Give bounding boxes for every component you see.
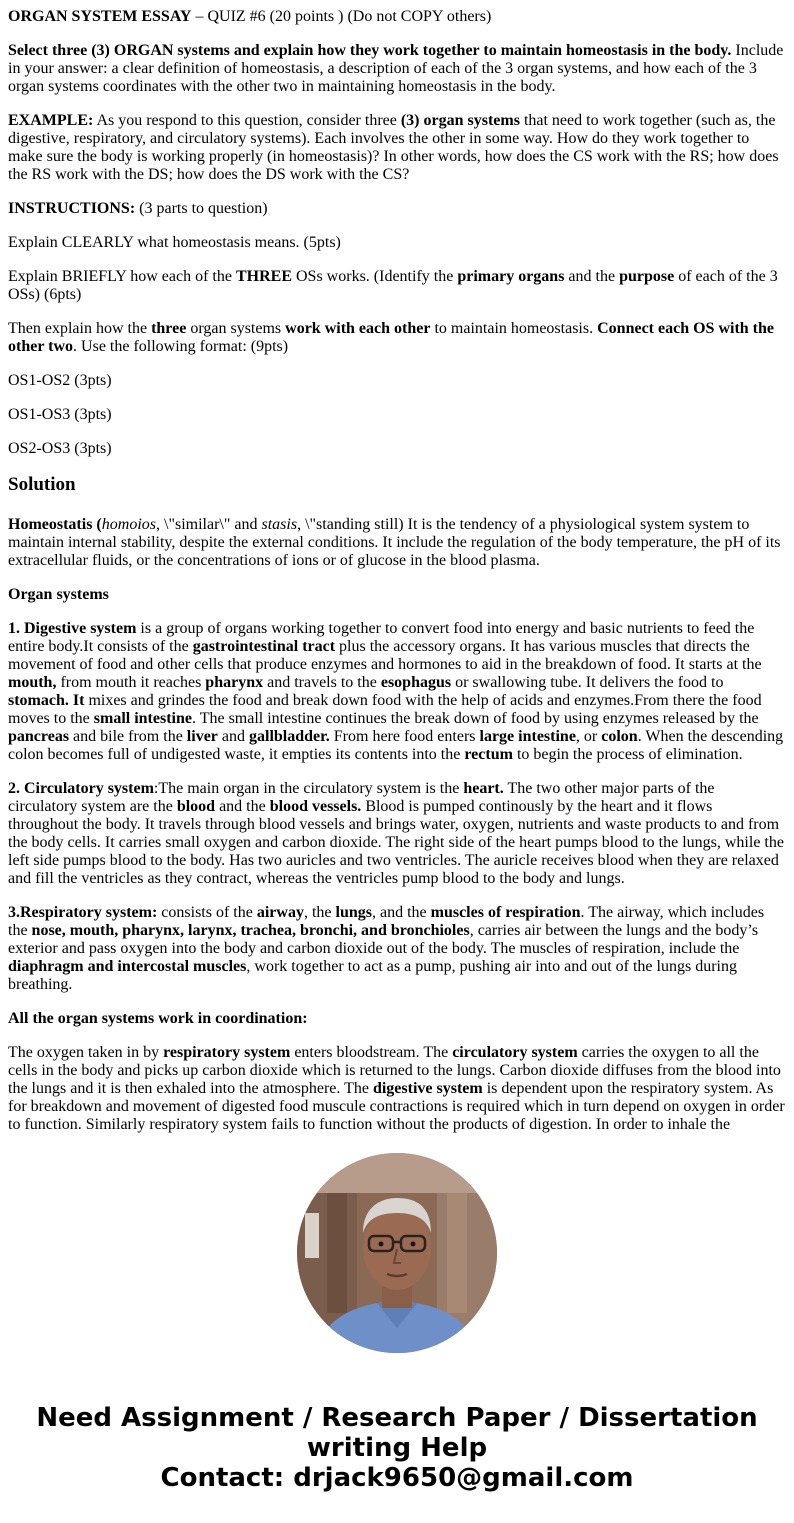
banner-line-1: Need Assignment / Research Paper / Dissertation — [36, 1403, 758, 1433]
instructions-paragraph: INSTRUCTIONS: (3 parts to question) — [8, 200, 268, 217]
author-avatar — [297, 1153, 497, 1353]
coordination-heading: All the organ systems work in coordination: — [8, 1010, 308, 1027]
instruction-part-3: Then explain how the three organ systems work with each other to maintain homeostasis. Connect each OS with the other two. Use the following format: (9pts) — [8, 320, 774, 355]
document-body — [8, 0, 785, 1133]
format-item: OS2-OS3 (3pts) — [8, 440, 112, 457]
format-item: OS1-OS2 (3pts) — [8, 372, 112, 389]
circulatory-system-paragraph: 2. Circulatory system:The main organ in the circulatory system is the heart. The two other major parts of the circulatory system are the blood and the blood vessels. Blood is pumped continously by the heart and it flows throughout the body. It travels through blood vessels and brings water, oxygen, nutrients and waste products to and from the body cells. It carries small oxygen and carbon dioxide. The right side of the heart pumps blood to the lungs, while the left side pumps blood to the body. Has two auricles and two ventricles. The auricle receives blood when they are relaxed and fill the ventricles as they contract, whereas the ventricles pump blood to the body and lungs. — [8, 780, 784, 887]
contact-banner — [0, 1403, 794, 1493]
quiz-title: ORGAN SYSTEM ESSAY – QUIZ #6 (20 points ) (Do not COPY others) — [8, 8, 492, 25]
respiratory-system-paragraph: 3.Respiratory system: consists of the airway, the lungs, and the muscles of respiration. The airway, which includes the nose, mouth, pharynx, larynx, trachea, bronchi, and bronchioles, carries air between the lungs and the body’s exterior and pass oxygen into the body and carbon dioxide out of the body. The muscles of respiration, include the diaphragm and intercostal muscles, work together to act as a pump, pushing air into and out of the lungs during breathing. — [8, 904, 765, 993]
instruction-part-1: Explain CLEARLY what homeostasis means. (5pts) — [8, 234, 341, 251]
homeostasis-definition: Homeostatis (homoios, \"similar\" and stasis, \"standing still) It is the tendency of a physiological system system to maintain internal stability, despite the external conditions. It include the regulation of the body temperature, the pH of its extracellular fluids, or the concentrations of ions or of glucose in the blood plasma. — [8, 516, 781, 569]
author-photo — [297, 1153, 497, 1353]
quiz-prompt: Select three (3) ORGAN systems and explain how they work together to maintain homeostasis in the body. Include in your answer: a clear definition of homeostasis, a description of each of the 3 organ systems, and how each of the 3 organ systems coordinates with the other two in maintaining homeostasis in the body. — [8, 42, 784, 95]
coordination-paragraph: The oxygen taken in by respiratory system enters bloodstream. The circulatory system carries the oxygen to all the cells in the body and picks up carbon dioxide which is returned to the lungs. Carbon dioxide diffuses from the blood into the lungs and it is then exhaled into the atmosphere. The digestive system is dependent upon the respiratory system. As for breakdown and movement of digested food muscule contractions is required which in turn depend on oxygen in order to function. Similarly respiratory system fails to function without the products of digestion. In order to inhale the — [8, 1044, 785, 1133]
banner-line-2: writing Help — [306, 1433, 488, 1463]
digestive-system-paragraph: 1. Digestive system is a group of organs working together to convert food into energy and basic nutrients to feed the entire body.It consists of the gastrointestinal tract plus the accessory organs. It has various muscles that directs the movement of food and other cells that produce enzymes and hormones to aid in the breakdown of food. It starts at the mouth, from mouth it reaches pharynx and travels to the esophagus or swallowing tube. It delivers the food to stomach. It mixes and grindes the food and break down food with the help of acids and enzymes.From there the food moves to the small intestine. The small intestine continues the break down of food by using enzymes released by the pancreas and bile from the liver and gallbladder. From here food enters large intestine, or colon. When the descending colon becomes full of undigested waste, it empties its contents into the rectum to begin the process of elimination. — [8, 620, 784, 763]
instruction-part-2: Explain BRIEFLY how each of the THREE OSs works. (Identify the primary organs and the purpose of each of the 3 OSs) (6pts) — [8, 268, 778, 303]
organ-systems-heading: Organ systems — [8, 586, 109, 603]
solution-heading: Solution — [8, 474, 76, 495]
example-paragraph: EXAMPLE: As you respond to this question, consider three (3) organ systems that need to work together (such as, the digestive, respiratory, and circulatory systems). Each involves the other in some way. How do they work together to make sure the body is working properly (in homeostasis)? In other words, how does the CS work with the RS; how does the RS work with the DS; how does the DS work with the CS? — [8, 112, 779, 183]
contact-email: Contact: drjack9650@gmail.com — [160, 1463, 634, 1493]
format-item: OS1-OS3 (3pts) — [8, 406, 112, 423]
